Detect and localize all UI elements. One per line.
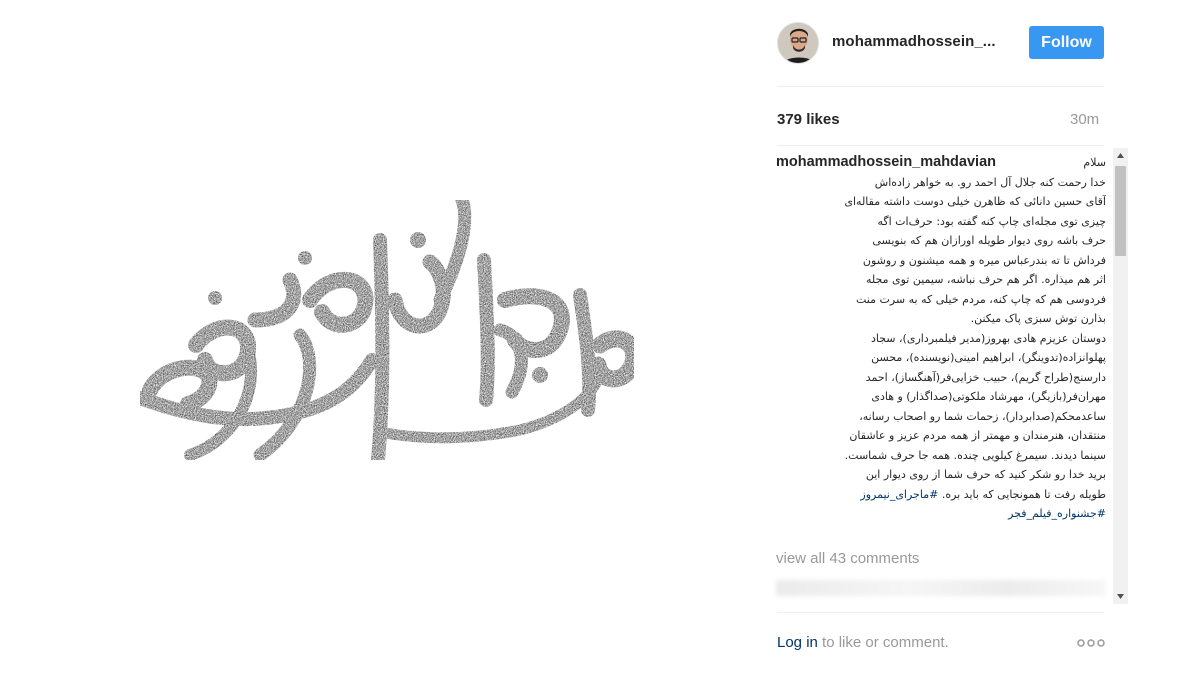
- caption-line: فردوسی هم که چاپ کنه، مردم خیلی که به سرت منت: [855, 292, 1106, 306]
- avatar[interactable]: [777, 22, 819, 64]
- caption-line: سینما دیدند. سیمرغ کیلویی چنده. همه جا حرف شماست.: [844, 448, 1106, 462]
- blurred-comment: [776, 580, 1106, 596]
- caption-line: خدا رحمت کنه جلال آل احمد رو. به خواهر زاده‌اش: [874, 175, 1106, 189]
- scrollbar-thumb[interactable]: [1115, 166, 1126, 256]
- caption-line: بذارن توش سبزی پاک میکنن.: [970, 312, 1106, 325]
- comments-scrollbar[interactable]: [1113, 148, 1128, 604]
- caption-line: آقای حسین دانائی که ظاهرن خیلی دوست داشته مقاله‌ای: [844, 195, 1106, 208]
- caption-line: دوستان عزیزم هادی بهروز(مدیر فیلمبرداری)، سجاد: [870, 331, 1106, 345]
- login-prompt: [777, 634, 949, 651]
- caption-line: ساعدمحکم(صدابردار)، زحمات شما رو اصحاب رسانه،: [859, 409, 1106, 423]
- hashtag-link[interactable]: #جشنواره_فیلم_فجر: [1008, 507, 1106, 520]
- scroll-up-arrow-icon[interactable]: [1113, 148, 1128, 163]
- post-caption: [776, 152, 1106, 524]
- hashtag-link[interactable]: #ماجرای_نیمروز: [860, 487, 939, 501]
- caption-line: فرداش تا ته بندرعباس میره و همه میشنون و روشون: [862, 253, 1106, 267]
- header-divider: [777, 86, 1104, 87]
- login-prompt-suffix: to like or comment.: [817, 634, 949, 651]
- avatar-photo-icon: [778, 23, 819, 64]
- caption-line: منتقدان، هنرمندان و مهمتر از همه مردم عزیز و عاشقان: [849, 429, 1106, 442]
- author-username[interactable]: mohammadhossein_...: [832, 33, 996, 50]
- more-options-icon[interactable]: [1076, 636, 1106, 650]
- caption-line: برید خدا رو شکر کنید که حرف شما از روی دیوار این: [865, 468, 1106, 481]
- comments-panel[interactable]: [770, 148, 1128, 604]
- post-timestamp[interactable]: 30m: [1070, 111, 1100, 128]
- footer-divider: [777, 612, 1104, 613]
- caption-line: سلام: [1083, 156, 1106, 169]
- caption-line: حرف باشه روی دیوار طویله اورازان هم که بنویسی: [872, 234, 1106, 247]
- caption-line: مهران‌فر(بازیگر)، مهرشاد ملکوتی(صداگذار) و هادی: [871, 390, 1106, 403]
- caption-line: پهلوانزاده(تدوینگر)، ابراهیم امینی(نویسنده)، محسن: [871, 351, 1106, 364]
- likes-count[interactable]: 379 likes: [777, 111, 840, 128]
- caption-line-with-hashtag: [776, 485, 1106, 505]
- caption-line: طویله رفت تا همونجایی که باید بره.: [941, 487, 1106, 501]
- post-header: [760, 0, 1200, 86]
- follow-button[interactable]: Follow: [1029, 26, 1104, 59]
- caption-line: اثر هم میذاره. اگر هم حرف نباشه، سیمین توی مجله: [865, 273, 1106, 286]
- caption-username[interactable]: mohammadhossein_mahdavian: [776, 154, 996, 170]
- post-sidebar: [760, 0, 1200, 674]
- scroll-down-arrow-icon[interactable]: [1113, 589, 1128, 604]
- stats-divider: [777, 145, 1104, 146]
- caption-line: دارسنج(طراح گریم)، حبیب خزایی‌فر(آهنگساز)، احمد: [865, 370, 1106, 384]
- login-link[interactable]: Log in: [777, 634, 818, 651]
- view-all-comments-link[interactable]: view all 43 comments: [776, 550, 920, 567]
- caption-line: چیزی توی مجله‌ای چاپ کنه گفته بود: حرف‌ات اگه: [877, 214, 1106, 228]
